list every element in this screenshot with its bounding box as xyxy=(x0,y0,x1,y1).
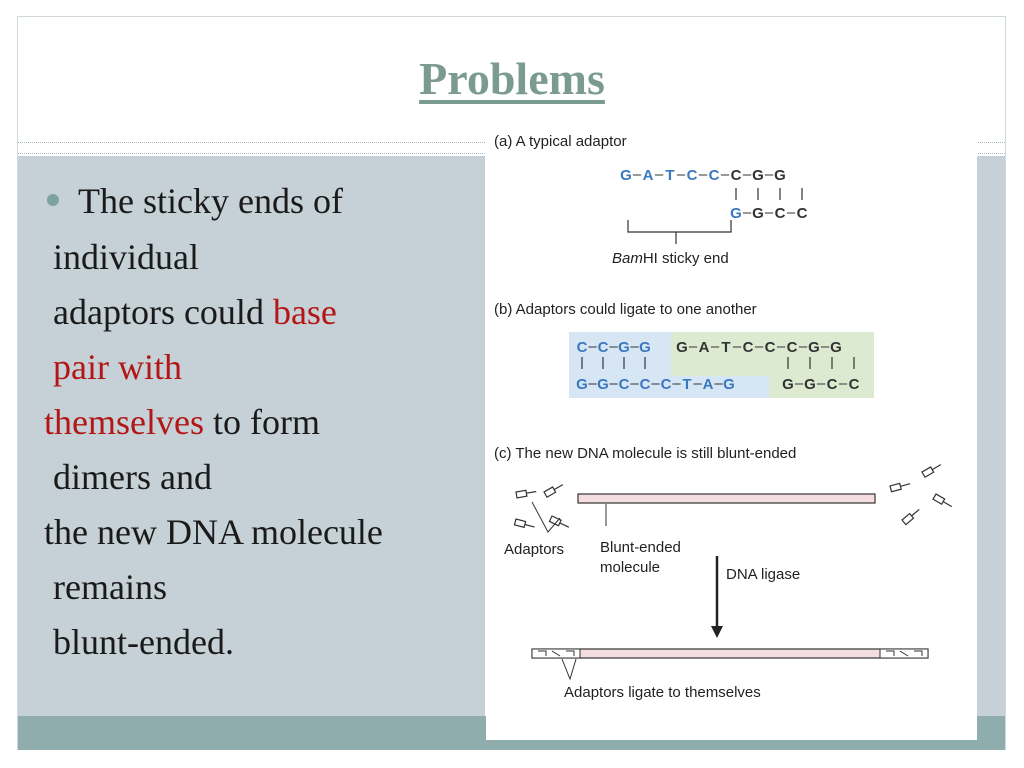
text-line xyxy=(44,402,320,442)
nucleotide: G xyxy=(618,339,630,356)
text-line xyxy=(53,292,337,332)
phosphodiester-bond: – xyxy=(676,166,686,183)
adaptor-figure xyxy=(486,124,977,740)
nucleotide: C xyxy=(786,339,798,356)
phosphodiester-bond: – xyxy=(838,375,848,392)
nucleotide: C xyxy=(686,167,698,184)
nucleotide: C xyxy=(660,376,672,393)
nucleotide: A xyxy=(698,339,710,356)
nucleotide: G xyxy=(782,376,794,393)
phosphodiester-bond: – xyxy=(776,338,786,355)
nucleotide: T xyxy=(721,339,731,356)
nucleotide: A xyxy=(642,167,654,184)
caption-c: (c) The new DNA molecule is still blunt-ended xyxy=(494,445,797,462)
phosphodiester-bond: – xyxy=(820,338,830,355)
phosphodiester-bond: – xyxy=(732,338,742,355)
nucleotide: C xyxy=(639,376,651,393)
phosphodiester-bond: – xyxy=(688,338,698,355)
nucleotide: G xyxy=(752,205,764,222)
phosphodiester-bond: – xyxy=(816,375,826,392)
phosphodiester-bond: – xyxy=(786,204,796,221)
phosphodiester-bond: – xyxy=(720,166,730,183)
text-span: adaptors could xyxy=(53,292,273,332)
adaptor-bottom-strand xyxy=(730,204,807,222)
nucleotide: G xyxy=(730,205,742,222)
nucleotide: A xyxy=(702,376,714,393)
text-line: the new DNA molecule xyxy=(44,512,383,552)
phosphodiester-bond: – xyxy=(710,338,720,355)
label-adaptors: Adaptors xyxy=(504,541,565,558)
nucleotide: G xyxy=(774,167,786,184)
left-adaptor-bottom xyxy=(576,375,735,393)
phosphodiester-bond: – xyxy=(609,375,618,392)
phosphodiester-bond: – xyxy=(693,375,702,392)
phosphodiester-bond: – xyxy=(764,166,774,183)
nucleotide: G xyxy=(830,339,842,356)
phosphodiester-bond: – xyxy=(798,338,808,355)
sticky-end-label xyxy=(612,250,729,267)
nucleotide: G xyxy=(639,339,651,356)
caption-a: (a) A typical adaptor xyxy=(494,133,627,150)
phosphodiester-bond: – xyxy=(654,166,664,183)
adaptors-pointer xyxy=(532,502,560,532)
label-ligase: DNA ligase xyxy=(726,566,801,583)
text-line: blunt-ended. xyxy=(53,622,234,662)
nucleotide: C xyxy=(826,376,838,393)
nucleotide: C xyxy=(576,339,588,356)
phosphodiester-bond: – xyxy=(609,338,618,355)
nucleotide: C xyxy=(730,167,742,184)
ligated-molecule xyxy=(532,649,928,658)
phosphodiester-bond: – xyxy=(588,375,597,392)
nucleotide: T xyxy=(665,167,675,184)
phosphodiester-bond: – xyxy=(698,166,708,183)
nucleotide: C xyxy=(848,376,860,393)
phosphodiester-bond: – xyxy=(754,338,764,355)
right-adaptor-top xyxy=(676,338,842,356)
sticky-end-bracket xyxy=(628,220,731,244)
nucleotide: G xyxy=(808,339,820,356)
phosphodiester-bond: – xyxy=(588,338,597,355)
bam-label: Bam xyxy=(612,250,643,267)
phosphodiester-bond: – xyxy=(742,166,752,183)
nucleotide: G xyxy=(676,339,688,356)
nucleotide: G xyxy=(597,376,609,393)
nucleotide: T xyxy=(682,376,692,393)
phosphodiester-bond: – xyxy=(742,204,752,221)
phosphodiester-bond: – xyxy=(672,375,681,392)
right-panel-strip xyxy=(977,156,1005,716)
phosphodiester-bond: – xyxy=(714,375,723,392)
nucleotide: C xyxy=(708,167,720,184)
highlight-span: base xyxy=(272,292,337,332)
label-blunt-2: molecule xyxy=(600,559,661,576)
nucleotide: C xyxy=(774,205,786,222)
nucleotide: C xyxy=(597,339,609,356)
phosphodiester-bond: – xyxy=(630,338,639,355)
label-result: Adaptors ligate to themselves xyxy=(564,684,761,701)
caption-b: (b) Adaptors could ligate to one another xyxy=(494,301,757,318)
nucleotide: G xyxy=(804,376,816,393)
nucleotide: C xyxy=(764,339,776,356)
highlight-span: themselves xyxy=(44,402,204,442)
text-line: dimers and xyxy=(53,457,212,497)
phosphodiester-bond: – xyxy=(630,375,639,392)
nucleotide: G xyxy=(620,167,632,184)
left-adaptor-top xyxy=(577,338,651,356)
highlight-line: pair with xyxy=(53,347,182,387)
nucleotide: C xyxy=(742,339,754,356)
phosphodiester-bond: – xyxy=(794,375,804,392)
sticky-end-text: HI sticky end xyxy=(642,250,729,267)
phosphodiester-bond: – xyxy=(764,204,774,221)
nucleotide: C xyxy=(618,376,630,393)
text-line: remains xyxy=(53,567,167,607)
text-span: to form xyxy=(203,402,320,442)
right-adaptor-bottom xyxy=(782,375,859,393)
bullet-icon xyxy=(47,194,59,206)
phosphodiester-bond: – xyxy=(651,375,660,392)
arrow-head-icon xyxy=(711,626,723,638)
text-line: The sticky ends of xyxy=(78,181,343,221)
result-pointer xyxy=(562,659,576,679)
nucleotide: G xyxy=(576,376,588,393)
slide-title: Problems xyxy=(419,53,605,104)
nucleotide: G xyxy=(752,167,764,184)
base-pair-lines xyxy=(736,188,802,200)
blunt-molecule xyxy=(578,494,875,503)
adaptor-diagram xyxy=(486,124,977,740)
nucleotide: C xyxy=(796,205,808,222)
nucleotide: G xyxy=(723,376,735,393)
adaptor-top-strand xyxy=(620,166,786,184)
phosphodiester-bond: – xyxy=(632,166,642,183)
label-blunt-1: Blunt-ended xyxy=(600,539,681,556)
text-line: individual xyxy=(53,237,199,277)
